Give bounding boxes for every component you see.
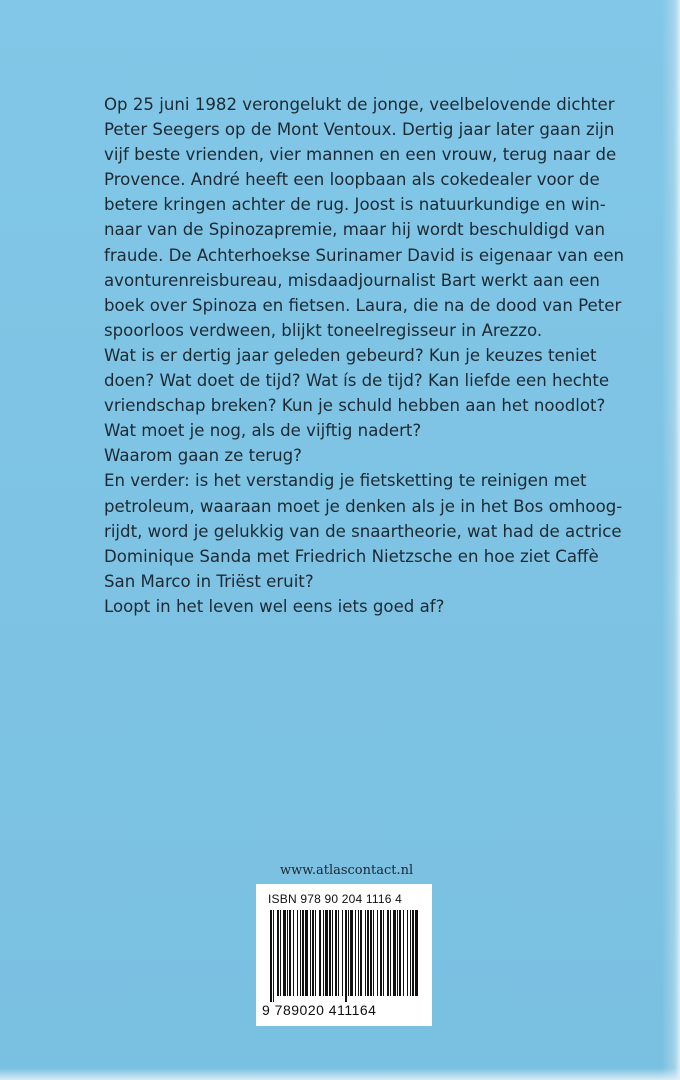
barcode-icon — [270, 910, 420, 1002]
blurb-line: doen? Wat doet de tijd? Wat ís de tijd? Kan liefde een hechte — [104, 371, 610, 391]
blurb-line: avonturenreisbureau, misdaadjournalist Bart werkt aan een — [104, 270, 600, 290]
blurb-line: Provence. André heeft een loopbaan als cokedealer voor de — [104, 170, 600, 190]
barcode-digits: 9 789020 411164 — [262, 1002, 377, 1018]
blurb-line: vijf beste vrienden, vier mannen en een vrouw, terug naar de — [104, 145, 617, 165]
blurb-line: En verder: is het verstandig je fietsketting te reinigen met — [104, 471, 587, 491]
blurb-line: Loopt in het leven wel eens iets goed af? — [104, 596, 445, 616]
blurb-line: fraude. De Achterhoekse Surinamer David is eigenaar van een — [104, 245, 625, 265]
blurb-line: Waarom gaan ze terug? — [104, 446, 302, 466]
blurb-text — [104, 92, 624, 619]
blurb-line: rijdt, word je gelukkig van de snaartheorie, wat had de actrice — [104, 521, 622, 541]
blurb-line: Dominique Sanda met Friedrich Nietzsche en hoe ziet Caffè — [104, 546, 599, 566]
blurb-line: Peter Seegers op de Mont Ventoux. Dertig jaar later gaan zijn — [104, 120, 615, 140]
blurb-line: naar van de Spinozapremie, maar hij wordt beschuldigd van — [104, 220, 606, 240]
blurb-line: vriendschap breken? Kun je schuld hebben aan het noodlot? — [104, 396, 606, 416]
blurb-line: petroleum, waaraan moet je denken als je in het Bos omhoog- — [104, 496, 623, 516]
isbn-text: ISBN 978 90 204 1116 4 — [268, 892, 403, 906]
publisher-website: www.atlascontact.nl — [280, 863, 414, 878]
cover-edge-bottom — [0, 1068, 680, 1080]
blurb-line: Wat moet je nog, als de vijftig nadert? — [104, 421, 422, 441]
blurb-line: Wat is er dertig jaar geleden gebeurd? Kun je keuzes teniet — [104, 345, 597, 365]
blurb-line: betere kringen achter de rug. Joost is natuurkundige en win- — [104, 195, 606, 215]
barcode-label — [256, 884, 432, 1026]
blurb-line: spoorloos verdween, blijkt toneelregisseur in Arezzo. — [104, 320, 543, 340]
blurb-line: San Marco in Triëst eruit? — [104, 571, 314, 591]
cover-edge-right — [662, 0, 680, 1080]
blurb-line: boek over Spinoza en fietsen. Laura, die na de dood van Peter — [104, 295, 622, 315]
blurb-line: Op 25 juni 1982 verongelukt de jonge, veelbelovende dichter — [104, 95, 615, 114]
